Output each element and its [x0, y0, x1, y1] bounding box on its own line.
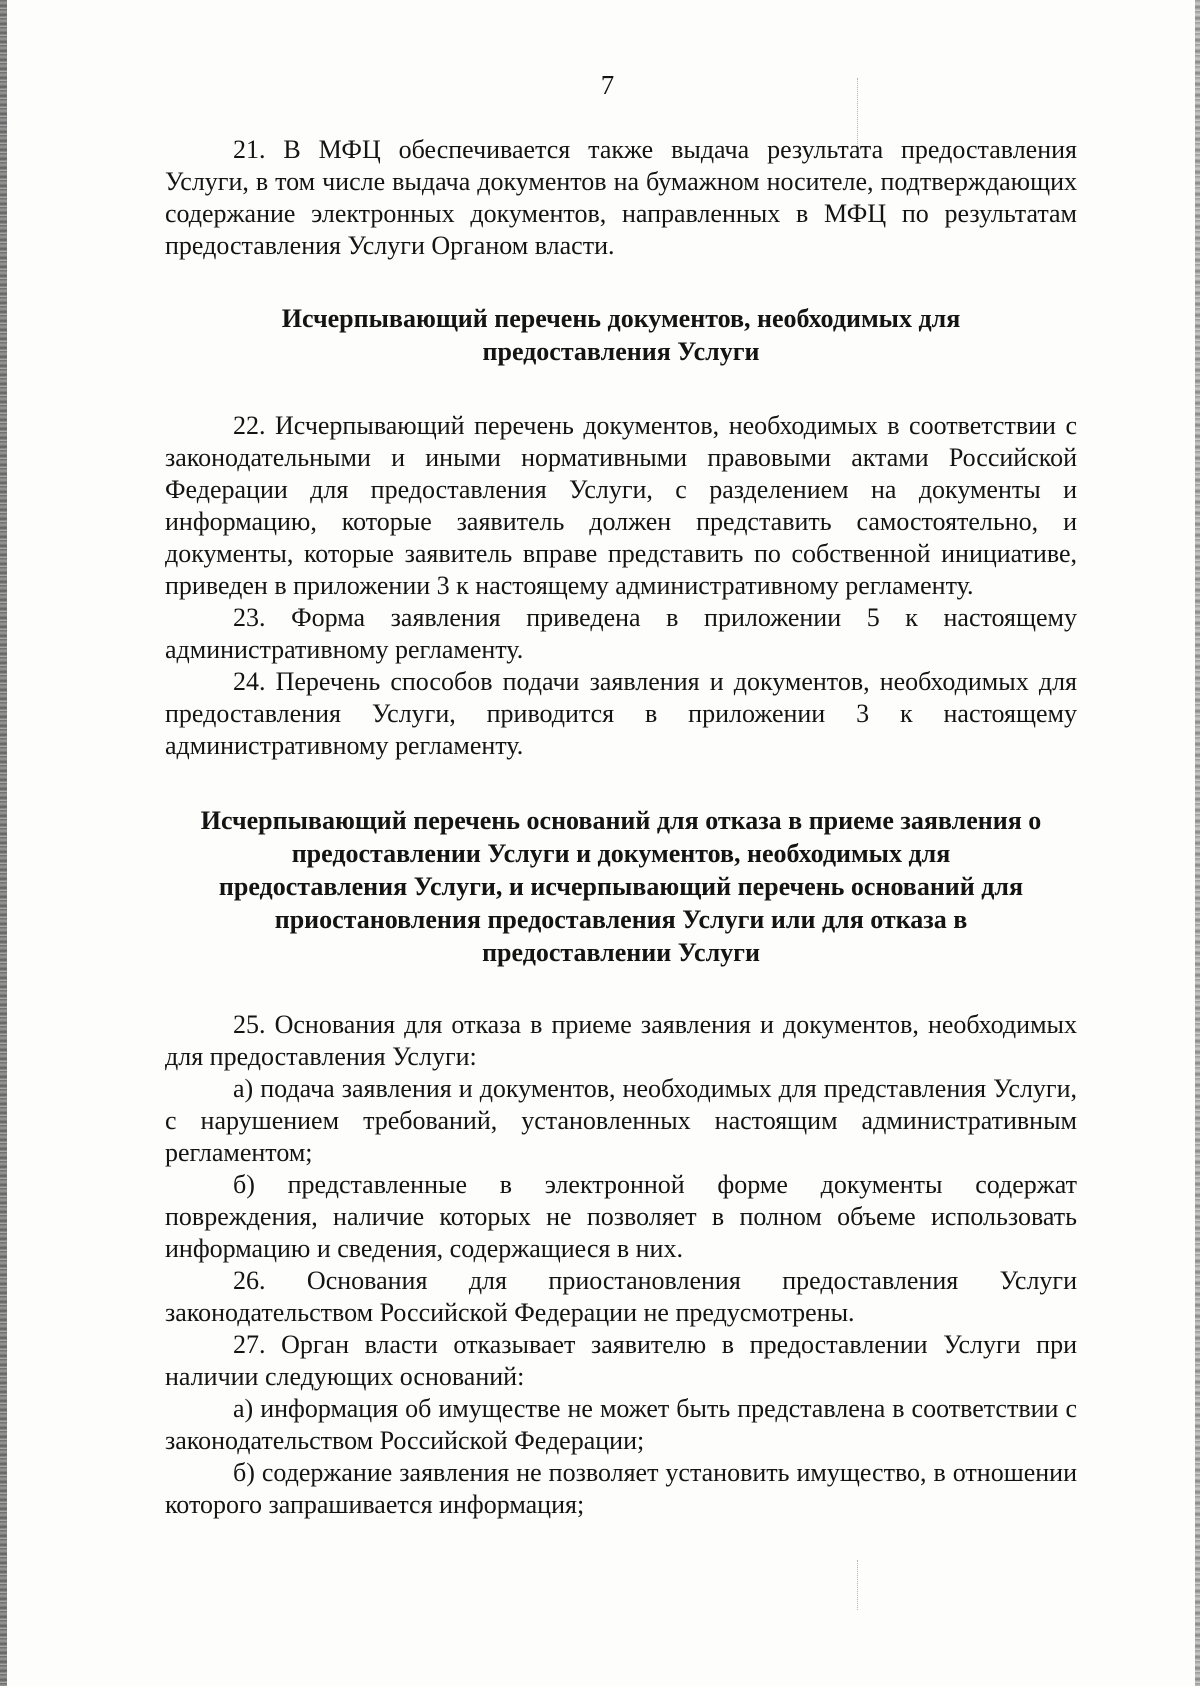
paragraph-25: 25. Основания для отказа в приеме заявления и документов, необходимых для предоставления Услуги:: [165, 1010, 1077, 1071]
scan-edge-right: [1195, 0, 1200, 1686]
paragraph-22: 22. Исчерпывающий перечень документов, необходимых в соответствии с законодательными и иными нормативными правовыми актами Российской Федерации для предоставления Услуги, с разделением на документы и информацию, которые заявитель должен представить самостоятельно, и документы, которые заявитель вправе представить по собственной инициативе, приведен в приложении 3 к настоящему административному регламенту.: [165, 411, 1077, 600]
section-heading-documents: Исчерпывающий перечень документов, необходимых для предоставления Услуги: [281, 304, 961, 366]
paragraph-27a: а) информация об имуществе не может быть представлена в соответствии с законодательством Российской Федерации;: [165, 1394, 1077, 1455]
scan-edge-left: [0, 0, 7, 1686]
paragraph-24: 24. Перечень способов подачи заявления и документов, необходимых для предоставления Услуги, приводится в приложении 3 к настоящему административному регламенту.: [165, 667, 1077, 760]
paragraph-27b: б) содержание заявления не позволяет установить имущество, в отношении которого запрашивается информация;: [165, 1458, 1077, 1519]
page-number: 7: [600, 70, 615, 100]
section-heading-refusal-grounds: Исчерпывающий перечень оснований для отказа в приеме заявления о предоставлении Услуги и документов, необходимых для предоставления Услуги, и исчерпывающий перечень оснований для приостановления предоставления Услуги или для отказа в предоставлении Услуги: [200, 806, 1042, 967]
paragraph-25a: а) подача заявления и документов, необходимых для представления Услуги, с нарушением требований, установленных настоящим административным регламентом;: [165, 1074, 1077, 1167]
paragraph-27: 27. Орган власти отказывает заявителю в предоставлении Услуги при наличии следующих оснований:: [165, 1330, 1077, 1391]
document-body: [165, 134, 1077, 1521]
paragraph-21: 21. В МФЦ обеспечивается также выдача результата предоставления Услуги, в том числе выдача документов на бумажном носителе, подтверждающих содержание электронных документов, направленных в МФЦ по результатам предоставления Услуги Органом власти.: [165, 135, 1077, 260]
paragraph-26: 26. Основания для приостановления предоставления Услуги законодательством Российской Федерации не предусмотрены.: [165, 1266, 1077, 1327]
scan-artifact-line: [857, 1560, 858, 1610]
paragraph-25b: б) представленные в электронной форме документы содержат повреждения, наличие которых не позволяет в полном объеме использовать информацию и сведения, содержащиеся в них.: [165, 1170, 1077, 1263]
paragraph-23: 23. Форма заявления приведена в приложении 5 к настоящему административному регламенту.: [165, 603, 1077, 664]
